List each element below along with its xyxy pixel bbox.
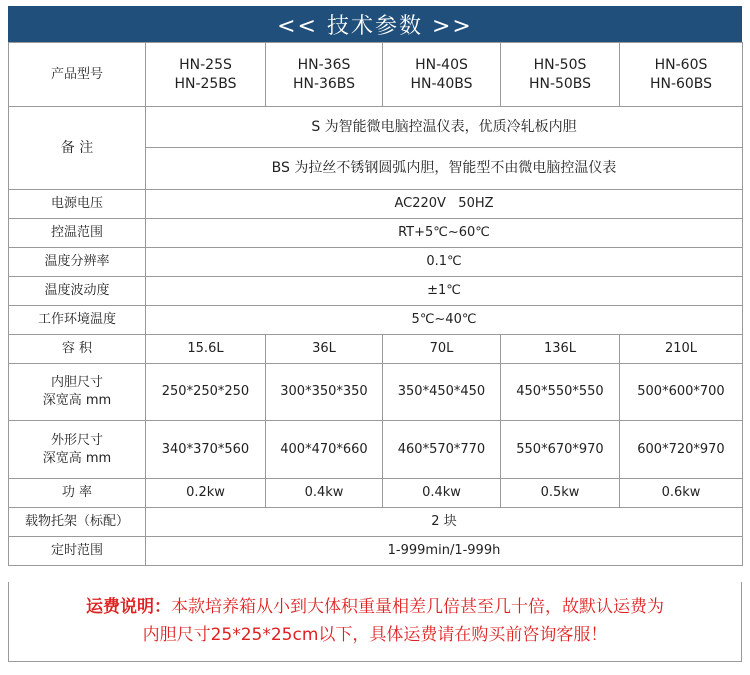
inner-size-label: 内胆尺寸 深宽高 mm [9, 364, 146, 421]
outer-size-cell: 340*370*560 [146, 421, 266, 479]
outer-size-cell: 600*720*970 [620, 421, 743, 479]
power-supply-row [9, 190, 743, 219]
power-label: 功 率 [9, 479, 146, 508]
banner-title: << 技术参数 >> [8, 6, 742, 42]
ambient-temp-label: 工作环境温度 [9, 306, 146, 335]
shipping-text-1: 本款培养箱从小到大体积重量相差几倍甚至几十倍，故默认运费为 [171, 597, 664, 618]
model-cell: HN-60S HN-60BS [620, 43, 743, 107]
power-supply-label: 电源电压 [9, 190, 146, 219]
volume-cell: 210L [620, 335, 743, 364]
inner-size-cell: 250*250*250 [146, 364, 266, 421]
model-label: 产品型号 [9, 43, 146, 107]
shelves-row [9, 508, 743, 537]
shipping-line-2: 内胆尺寸25*25*25cm以下，具体运费请在购买前咨询客服！ [142, 624, 608, 645]
model-cell: HN-40S HN-40BS [383, 43, 501, 107]
shipping-notice [8, 582, 742, 662]
timer-row [9, 537, 743, 566]
power-cell: 0.4kw [383, 479, 501, 508]
outer-size-label: 外形尺寸 深宽高 mm [9, 421, 146, 479]
power-cell: 0.6kw [620, 479, 743, 508]
shipping-title: 运费说明： [86, 597, 171, 618]
power-row [9, 479, 743, 508]
inner-size-cell: 450*550*550 [501, 364, 620, 421]
shipping-line-1 [86, 594, 664, 621]
inner-size-cell: 300*350*350 [266, 364, 383, 421]
volume-cell: 36L [266, 335, 383, 364]
power-cell: 0.2kw [146, 479, 266, 508]
temp-range-label: 控温范围 [9, 219, 146, 248]
timer-label: 定时范围 [9, 537, 146, 566]
volume-cell: 15.6L [146, 335, 266, 364]
temp-resolution-value: 0.1℃ [146, 248, 743, 277]
outer-size-cell: 550*670*970 [501, 421, 620, 479]
inner-size-cell: 350*450*450 [383, 364, 501, 421]
volume-label: 容 积 [9, 335, 146, 364]
power-cell: 0.5kw [501, 479, 620, 508]
model-row [9, 43, 743, 107]
temp-resolution-row [9, 248, 743, 277]
inner-size-cell: 500*600*700 [620, 364, 743, 421]
inner-size-row [9, 364, 743, 421]
shelves-value: 2 块 [146, 508, 743, 537]
outer-size-row [9, 421, 743, 479]
temp-resolution-label: 温度分辨率 [9, 248, 146, 277]
note-row [9, 107, 743, 148]
volume-cell: 136L [501, 335, 620, 364]
shelves-label: 载物托架（标配） [9, 508, 146, 537]
model-cell: HN-50S HN-50BS [501, 43, 620, 107]
temp-fluctuation-value: ±1℃ [146, 277, 743, 306]
power-supply-value: AC220V 50HZ [146, 190, 743, 219]
ambient-temp-value: 5℃~40℃ [146, 306, 743, 335]
temp-fluctuation-label: 温度波动度 [9, 277, 146, 306]
power-cell: 0.4kw [266, 479, 383, 508]
ambient-temp-row [9, 306, 743, 335]
note-s: S 为智能微电脑控温仪表，优质冷轧板内胆 [146, 107, 743, 148]
volume-row [9, 335, 743, 364]
temp-fluctuation-row [9, 277, 743, 306]
spec-table [8, 42, 743, 566]
note-label: 备 注 [9, 107, 146, 190]
outer-size-cell: 400*470*660 [266, 421, 383, 479]
outer-size-cell: 460*570*770 [383, 421, 501, 479]
note-bs: BS 为拉丝不锈钢圆弧内胆，智能型不由微电脑控温仪表 [146, 148, 743, 190]
volume-cell: 70L [383, 335, 501, 364]
model-cell: HN-36S HN-36BS [266, 43, 383, 107]
temp-range-value: RT+5℃~60℃ [146, 219, 743, 248]
temp-range-row [9, 219, 743, 248]
timer-value: 1-999min/1-999h [146, 537, 743, 566]
model-cell: HN-25S HN-25BS [146, 43, 266, 107]
